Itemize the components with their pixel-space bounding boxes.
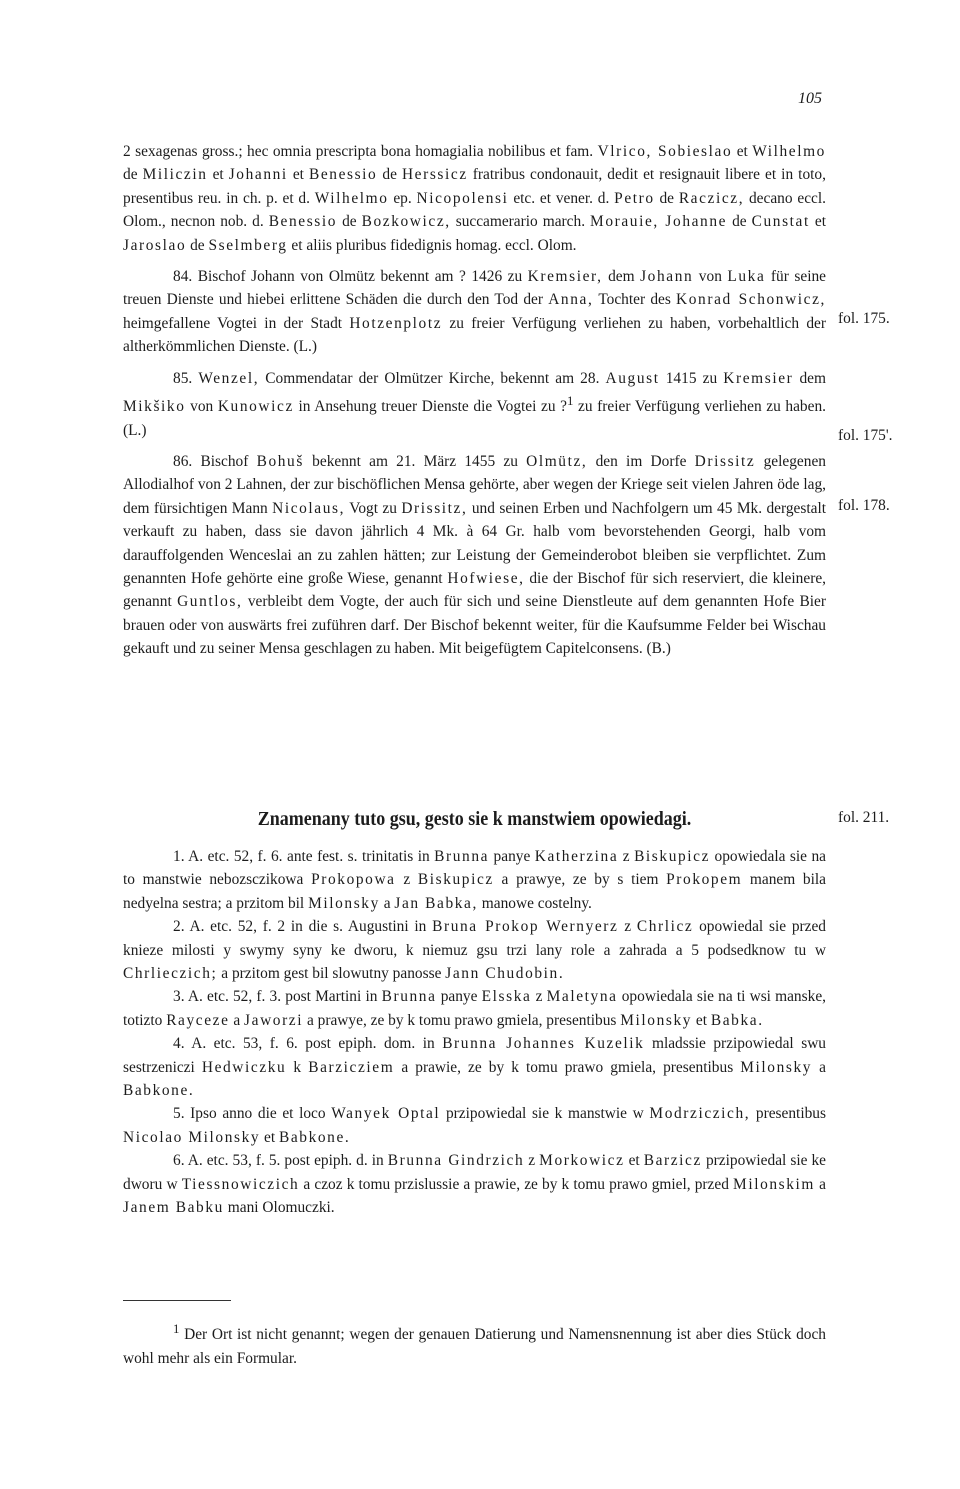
upper-text-column — [123, 140, 826, 661]
czech-entry-3: 3. A. etc. 52, f. 3. post Martini in Brunna panye Elsska z Maletyna opowiedala sie na ti wsi manske, totizto Rayceze a Jaworzi a prawye, ze by k tomu prawo gmiela, presentibus Milonsky et Babka. — [123, 988, 826, 1029]
lower-text-column — [123, 845, 826, 1220]
page-number: 105 — [798, 90, 822, 107]
entry-84: 84. Bischof Johann von Olmütz bekennt am ? 1426 zu Kremsier, dem Johann von Luka für seine treuen Dienste und hiebei erlittene Schäden die durch den Tod der Anna, Tochter des Konrad Schonwicz, heimgefallene Vogtei in der Stadt Hotzenplotz zu freier Verfügung verliehen zu haben, vorbehaltlich der altherkömmlichen Dienste. (L.) — [123, 268, 826, 356]
entry-86: 86. Bischof Bohuš bekennt am 21. März 1455 zu Olmütz, den im Dorfe Drissitz gelegenen Allodialhof von 2 Lahnen, der zur bischöflichen Mensa gehörte, aber wegen der Kriege seit vielen Jahren öde lag, dem fürsichtigen Mann Nicolaus, Vogt zu Drissitz, und seinen Erben und Nachfolgern um 45 Mk. dergestalt verkauft zu haben, dass sie davon jährlich 4 Mk. à 64 Gr. halb vom bevorstehenden Georgi, halb vom darauffolgenden Wenceslai an zu zahlen hätten; zur Leistung der Gemeinderobot bleiben sie verpflichtet. Zum genannten Hofe gehörte eine große Wiese, genannt Hofwiese, die der Bischof für sich reserviert, die kleinere, genannt Guntlos, verbleibt dem Vogte, der auch für sich und seine Dienstleute auf dem genannten Hofe Bier brauen oder von auswärts frei zuführen darf. Der Bischof bekennt weiter, für die Kaufsumme Felder bei Wischau gekauft und zu seiner Mensa geschlagen zu haben. Mit beigefügtem Capitelconsens. (B.) — [123, 453, 826, 658]
czech-entry-6: 6. A. etc. 53, f. 5. post epiph. d. in Brunna Gindrzich z Morkowicz et Barzicz przipowiedal sie ke dworu w Tiessnowiczich a czoz k tomu przislussie a prawie, ze by k tomu prawo gmiel, przed Milonskim a Janem Babku mani Olomuczki. — [123, 1152, 826, 1217]
entry-85: 85. Wenzel, Commendatar der Olmützer Kirche, bekennt am 28. August 1415 zu Kremsier dem Mikšiko von Kunowicz in Ansehung treuer Dienste die Vogtei zu ?$^1$ zu freier Verfügung verliehen zu haben. (L.) — [123, 369, 826, 439]
czech-entry-1: 1. A. etc. 52, f. 6. ante fest. s. trinitatis in Brunna panye Katherzina z Biskupicz opowiedala sie na to manstwie nebozsczikowa Prokopowa z Biskupicz a prawye, ze by s tiem Prokopem manem bila nedyelna sestra; a przitom bil Milonsky a Jan Babka, manowe costelny. — [123, 848, 827, 912]
top-paragraph: 2 sexagenas gross.; hec omnia prescripta bona homagialia nobilibus et fam. Vlrico, Sobieslao et Wilhelmo de Miliczin et Johanni et Benessio de Herssicz fratribus condonauit, dedit et resignauit libere et in toto, presentibus reu. in ch. p. et d. Wilhelmo ep. Nicopolensi etc. et vener. d. Petro de Raczicz, decano eccl. Olom., necnon nob. d. Benessio de Bozkowicz, succamerario march. Morauie, Johanne de Cunstat et Jaroslao de Sselmberg et aliis pluribus fidedignis homag. eccl. Olom. — [123, 143, 826, 254]
section-heading: Znamenany tuto gsu, gesto sie k manstwiem opowiedagi. — [257, 808, 692, 830]
czech-entry-2: 2. A. etc. 52, f. 2 in die s. Augustini in Bruna Prokop Wernyerz z Chrlicz opowiedal sie przed knieze milosti y swymy syny ke dworu, k niemuz gsu trzi lany role a zahrada a 5 podsedknow tu w Chrlieczich; a przitom gest bil slowutny panosse Jann Chudobin. — [123, 918, 826, 983]
footnote: $^1$ Der Ort ist nicht genannt; wegen der genauen Datierung und Namensnennung ist aber dies Stück doch wohl mehr als ein Formular. — [123, 1322, 826, 1367]
footnote-rule — [123, 1300, 231, 1301]
folio-ref-85: fol. 175'. — [838, 427, 893, 444]
folio-ref-84: fol. 175. — [838, 310, 890, 327]
czech-entry-5: 5. Ipso anno die et loco Wanyek Optal przipowiedal sie k manstwie w Modrziczich, presentibus Nicolao Milonsky et Babkone. — [123, 1105, 826, 1146]
footnote-mark: 1 — [173, 1322, 180, 1336]
folio-ref-section: fol. 211. — [838, 809, 890, 826]
folio-ref-86: fol. 178. — [838, 497, 890, 514]
footnote-ref: 1 — [567, 394, 574, 409]
czech-entry-4: 4. A. etc. 53, f. 6. post epiph. dom. in Brunna Johannes Kuzelik mladssie przipowiedal swu sestrzeniczi Hedwiczku k Barzicziem a prawie, ze by k tomu prawo gmiela, presentibus Milonsky a Babkone. — [123, 1035, 827, 1100]
